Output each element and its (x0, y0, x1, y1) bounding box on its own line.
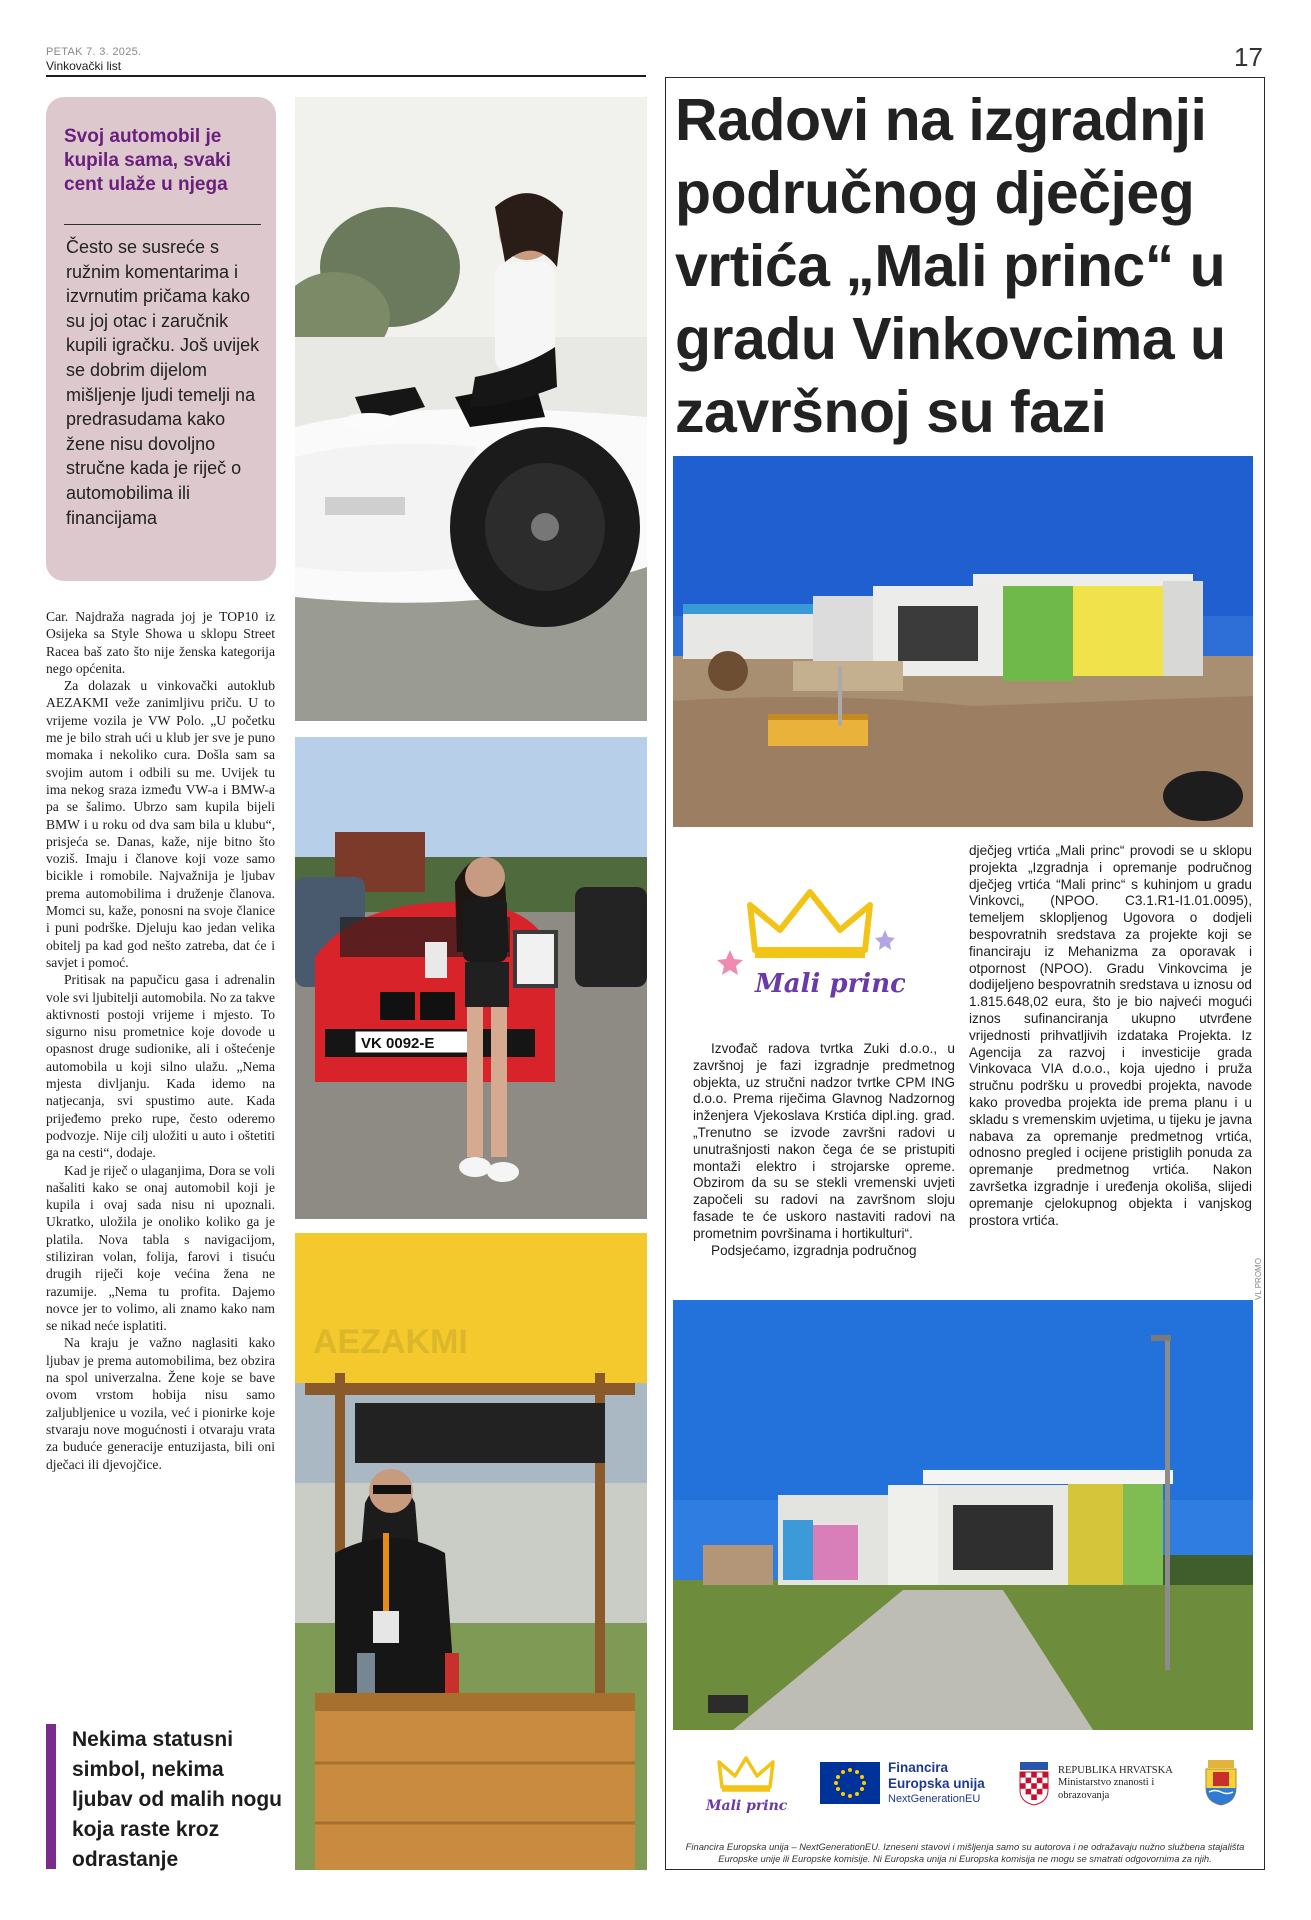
vinkovci-coat-of-arms-icon (1203, 1760, 1239, 1806)
mali-princ-logo-text: Mali princ (755, 969, 905, 999)
header-rule (46, 75, 646, 77)
left-paragraph: Za dolazak u vinkovački autoklub AEZAKMI veže zanimljivu priču. U to vrijeme vozila je VW Polo. „U početku me je bilo strah ući u klub jer sve je puno momaka i nekoliko cura. Došla sam sa svojim autom i odbili su me. Uvijek tu ima nekog sraza između VW-a i BMW-a pa se šalimo. Ubrzo sam kupila bijeli BMW i u roku od dva sam bila u klubu“, prisjeća se. Danas, kaže, nije bitno što voziš. Imaju i članove koji voze samo bicikle i romobile. Najvažnija je ljubav prema automobilima i druženje članova. Momci su, kaže, ponosni na svoje članice i puni podrške. Djeluju kao jedan velika obitelj pa kad god nešto zatreba, dat će i savjet i pomoć. (46, 678, 275, 970)
page-number: 17 (1234, 42, 1263, 72)
photo-woman-at-stand (295, 1233, 647, 1870)
croatia-coat-of-arms-icon (1017, 1760, 1051, 1806)
eu-line-1: Financira (888, 1760, 949, 1775)
photo-woman-with-red-car (295, 737, 647, 1219)
ministry-label (1058, 1765, 1173, 1802)
stand-banner-text: AEZAKMI (313, 1323, 468, 1361)
left-paragraph: Car. Najdraža nagrada joj je TOP10 iz Osijeka sa Style Showa u sklopu Street Racea baš zato što nije ženska kategorija nego općenita. (46, 609, 275, 676)
pull-quote-bar (46, 1724, 56, 1869)
right-paragraph: dječjeg vrtića „Mali princ“ provodi se u sklopu projekta „Izgradnja i opremanje područnog dječjeg vrtića “Mali princ“ s kuhinjom u gradu Vinkovci„ (NPOO. C3.1.R1-I1.01.0095), temeljem sklopljenog Ugovora o dodjeli bespovratnih sredstava za projekte koji se financiraju iz Mehanizma za oporavak i otpornost (NPOO). Gradu Vinkovcima je dodijeljeno bespovratnih sredstava u iznosu od 1.815.648,02 eura, što je bio najveći mogući iznos sufinanciranja ukupno utvrđene vrijednosti prihvatljivih izdataka Projekta. Iz Agencija za razvoj i investicije grada Vinkovaca VIA d.o.o., koja ujedno i pruža stručnu podršku u provedbi projekta, navode kako provedba projekta ide prema planu i u skladu s vremenskim uvjetima, u tijeku je javna nabava za opremanje predmetnog vrtića, odnosno pregled i ocijene pristiglih ponuda za opremanje predmetnog vrtića. Nakon završetka izgradnje i uređenja okoliša, slijedi opremanje cjelokupnog objekta i vanjskog prostora vrtića. (969, 843, 1252, 1228)
right-column-text (969, 843, 1252, 1229)
footer-mali-princ-logo (700, 1752, 792, 1816)
ministry-line-1: REPUBLIKA HRVATSKA (1058, 1765, 1173, 1776)
footer-mali-princ-text: Mali princ (706, 1798, 788, 1814)
eu-funding-label (888, 1760, 985, 1806)
small-crown-icon (700, 1752, 792, 1816)
ministry-line-2: Ministarstvo znanosti i (1058, 1777, 1155, 1789)
photo-kindergarten-construction (673, 456, 1253, 827)
mid-paragraph: Podsjećamo, izgradnja područnog (711, 1242, 917, 1258)
article-headline: Radovi na izgradnji područnog dječjeg vrtića „Mali princ“ u gradu Vinkovcima u završnoj su fazi (675, 87, 1226, 445)
photo-kindergarten-finished (673, 1300, 1253, 1730)
photo-woman-on-white-car (295, 97, 647, 721)
photo-credit: VL PROMO (1254, 1258, 1263, 1300)
license-plate: VK 0092-E (361, 1035, 435, 1052)
newspaper-name: Vinkovački list (46, 59, 122, 73)
crown-icon (715, 880, 905, 1010)
left-paragraph: Kad je riječ o ulaganjima, Dora se voli našaliti kako se onaj automobil koji je kupila i ovaj sada nisu ni upoznali. Ukratko, uložila je onoliko koliko ga je platila. Nova tabla s navigacijom, stiliziran volan, folija, farovi i tisuću drugih riječi koje većina žena ne razumije. „Nema tu profita. Dajemo novce jer to volimo, ali znamo kako nam se nikad neće isplatiti. (46, 1162, 275, 1334)
ministry-line-3: obrazovanja (1058, 1789, 1110, 1801)
left-paragraph: Na kraju je važno naglasiti kako ljubav je prema automobilima, bez obzira na spol univerzalna. Žene koje se bave ovom vrstom hobija nisu samo zaljubljenice u vozila, već i pionirke koje stvaraju nove mogućnosti i otvaraju vrata za buduće generacije entuzijasta, bili oni dječaci ili djevojčice. (46, 1335, 275, 1472)
pull-quote: Nekima statusni simbol, nekima ljubav od malih nogu koja raste kroz odrastanje (72, 1728, 282, 1871)
sidebar-box-text: Često se susreće s ružnim komentarima i izvrnutim pričama kako su joj otac i zaručnik kupili igračku. Još uvijek se dobrim dijelom mišljenje ljudi temelji na predrasudama kako žene nisu dovoljno stručne kada je riječ o automobilima ili financijama (66, 237, 260, 528)
mali-princ-logo (715, 880, 905, 1010)
mid-paragraph: Izvođač radova tvrtka Zuki d.o.o., u završnoj je fazi izgradnje predmetnog objekta, uz stručni nadzor tvrtke CPM ING d.o.o. Prema riječima Glavnog Nadzornog inženjera Vjekoslava Krstića dipl.ing. grad. „Trenutno se izvode završni radovi u unutrašnjosti nakon čega će se pristupiti montaži elektro i strojarske opreme. Obzirom da su se stekli vremenski uvjeti započeli su radovi na završnom sloju fasade te će uskoro nastaviti radovi na prometnim površinama i hortikulturi“. (693, 1041, 955, 1241)
left-article-body (46, 608, 275, 1473)
eu-line-2: Europska unija (888, 1776, 985, 1791)
eu-line-3: NextGenerationEU (888, 1793, 981, 1805)
eu-disclaimer: Financira Europska unija – NextGenerationEU. Izneseni stavovi i mišljenja samo su autorova i ne odražavaju nužno službena stajališta Europske unije ili Europske komisije. Ni Europska unija ni Europska komisija ne mogu se smatrati odgovornima za njih. (685, 1841, 1245, 1864)
middle-column-text (693, 1041, 955, 1259)
left-paragraph: Pritisak na papučicu gasa i adrenalin vole svi ljubitelji automobila. No za takve aktivnosti postoji vrijeme i mjesto. To sigurno nisu prometnice koje dovode u opasnost druge sudionike, ali i oštećenje automobila u koji silno ulažu. „Nema mjesta divljanju. Kada idemo na natjecanja, svi spustimo aute. Kada prijeđemo preko rupe, često oderemo podvozje. Nije cilj uložiti u auto i oštetiti ga na cesti“, dodaje. (46, 972, 275, 1161)
sidebar-box-rule (64, 224, 261, 225)
issue-date: PETAK 7. 3. 2025. (46, 46, 142, 58)
eu-flag-icon (820, 1762, 880, 1804)
sidebar-box-title: Svoj automobil je kupila sama, svaki cent ulaže u njega (64, 126, 231, 195)
